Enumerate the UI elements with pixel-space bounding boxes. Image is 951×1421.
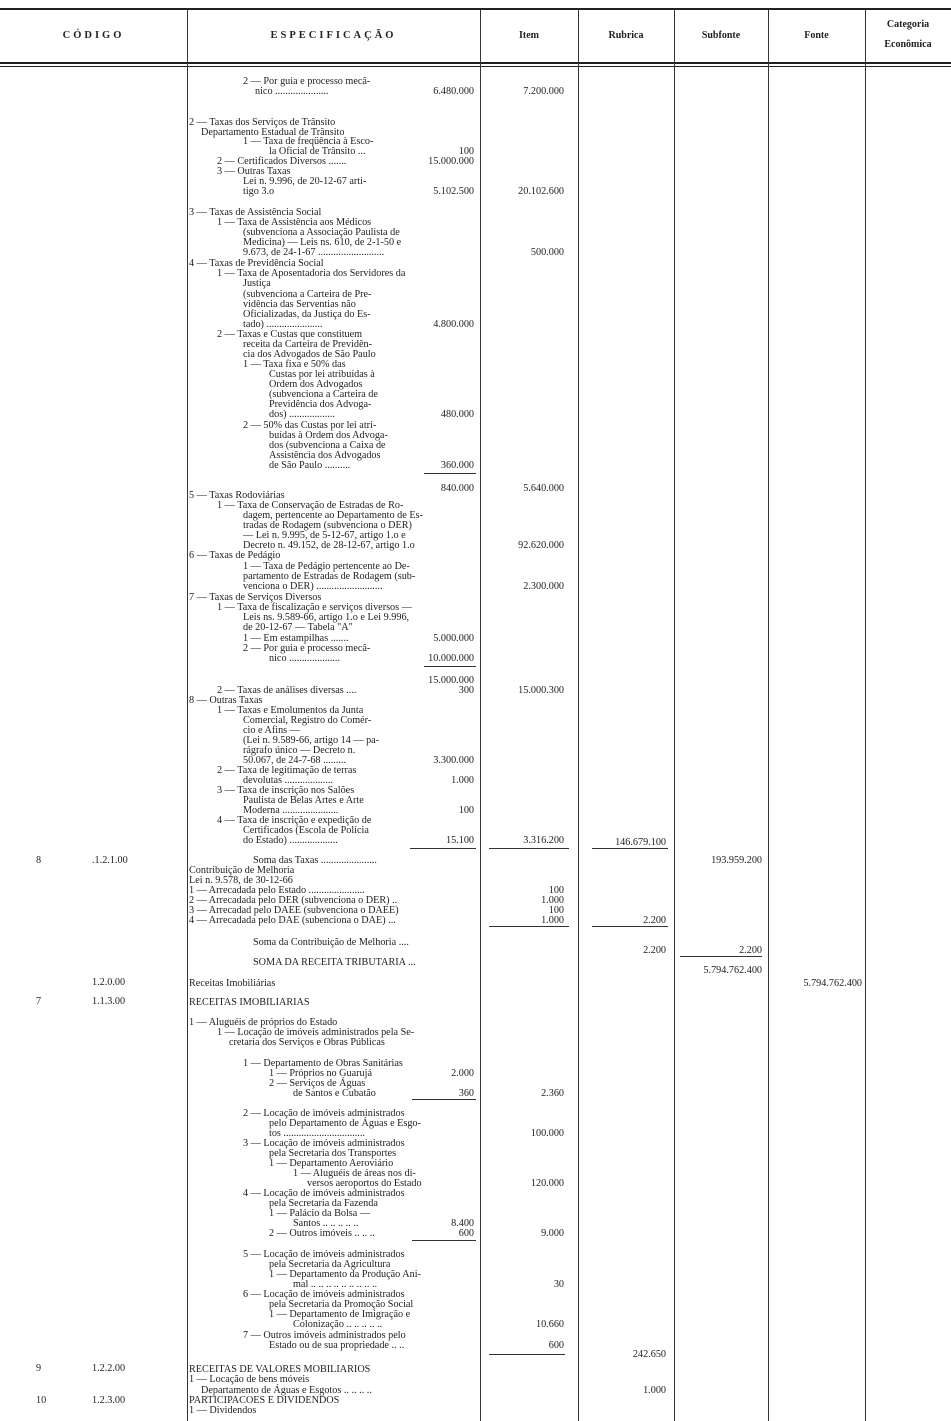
column-divider-rubrica — [674, 10, 675, 1421]
spec-line: Lei n. 9.578, de 30-12-66 — [189, 875, 293, 886]
item-value: 100 — [548, 905, 564, 916]
spec-line: Soma das Taxas ...................... — [253, 855, 377, 866]
spec-line: dagem, pertencente ao Departamento de Es- — [243, 510, 423, 521]
item-value: 600 — [548, 1340, 564, 1351]
spec-line: Contribuição de Melhoria — [189, 865, 295, 876]
spec-line: 2 — Taxas dos Serviços de Trânsito — [189, 117, 336, 128]
subfonte-value: 193.959.200 — [711, 855, 762, 866]
spec-line: Receitas Imobiliárias — [189, 978, 276, 989]
rubrica-value: 146.679.100 — [615, 837, 666, 848]
column-divider-subfonte — [768, 10, 769, 1421]
column-divider-especificacao — [480, 10, 481, 1421]
spec-line: 2 — Outros imóveis .. .. .. — [269, 1228, 375, 1239]
spec-line: 2 — Arrecadada pelo DER (subvenciona o DER) .. — [189, 895, 398, 906]
subtotal-rule — [489, 848, 569, 849]
spec-line: receita da Carteira de Previdên- — [243, 339, 372, 350]
spec-value: 600 — [458, 1228, 474, 1239]
spec-line: 3 — Taxa de inscrição nos Salões — [217, 785, 355, 796]
code-value: 1.2.3.00 — [92, 1395, 126, 1406]
item-value: 30 — [553, 1279, 564, 1290]
spec-line: versos aeroportos do Estado — [307, 1178, 422, 1189]
spec-line: 9.673, de 24-1-67 .......................... — [243, 247, 385, 258]
spec-line: 3 — Taxas de Assistência Social — [189, 207, 322, 218]
item-value: 2.360 — [541, 1088, 564, 1099]
top-rule — [0, 8, 951, 10]
spec-value: 2.000 — [451, 1068, 474, 1079]
spec-line: tradas de Rodagem (subvenciona o DER) — [243, 520, 412, 531]
spec-value: 15.000.000 — [428, 156, 474, 167]
spec-value: 360.000 — [440, 460, 474, 471]
spec-line: Justiça — [243, 278, 271, 289]
spec-line: Decreto n. 49.152, de 28-12-67, artigo 1.o — [243, 540, 415, 551]
spec-line: 2 — 50% das Custas por lei atri- — [243, 420, 377, 431]
spec-line: 1 — Departamento da Produção Ani- — [269, 1269, 421, 1280]
spec-value: 360 — [458, 1088, 474, 1099]
spec-value: 480.000 — [440, 409, 474, 420]
rubrica-value: 2.200 — [643, 915, 666, 926]
spec-line: 2 — Serviços de Águas — [269, 1078, 366, 1089]
spec-line: — Lei n. 9.995, de 5-12-67, artigo 1.o e — [243, 530, 406, 541]
spec-line: dos) .................. — [269, 409, 335, 420]
spec-line: PARTICIPACOES E DIVIDENDOS — [189, 1395, 340, 1406]
spec-line: 50.067, de 24-7-68 ......... — [243, 755, 346, 766]
spec-line: buídas à Ordem dos Advoga- — [269, 430, 388, 441]
spec-line: cia dos Advogados de São Paulo — [243, 349, 376, 360]
header-subfonte: Subfonte — [701, 30, 741, 41]
item-value: 100 — [548, 885, 564, 896]
spec-value: 100 — [458, 146, 474, 157]
subtotal-rule — [410, 848, 476, 849]
spec-value: 8.400 — [451, 1218, 474, 1229]
subtotal-rule — [592, 848, 668, 849]
spec-line: 1 — Taxa de fiscalização e serviços diversos — — [217, 602, 412, 613]
code-value: 1.1.3.00 — [92, 996, 126, 1007]
header-rule-1 — [0, 62, 951, 64]
spec-line: Santos .. .. .. .. .. — [293, 1218, 359, 1229]
item-value: 92.620.000 — [518, 540, 564, 551]
spec-line: 4 — Arrecadada pelo DAE (subenciona o DAE) ... — [189, 915, 396, 926]
column-divider-item — [578, 10, 579, 1421]
spec-line: Leis ns. 9.589-66, artigo 1.o e Lei 9.996, — [243, 612, 410, 623]
spec-line: 1 — Taxa de Conservação de Estradas de Ro- — [217, 500, 404, 511]
header-economica: Econômica — [884, 39, 932, 50]
spec-line: 2 — Por guia e processo mecâ- — [243, 76, 371, 87]
spec-line: 1 — Taxa fixa e 50% das — [243, 359, 346, 370]
spec-line: Paulista de Belas Artes e Arte — [243, 795, 364, 806]
spec-line: Estado ou de sua propriedade .. .. — [269, 1340, 405, 1351]
item-value: 7.200.000 — [523, 86, 564, 97]
rubrica-value: 1.000 — [643, 1385, 666, 1396]
spec-line: 4 — Taxas de Previdência Social — [189, 258, 324, 269]
spec-line: 3 — Outras Taxas — [217, 166, 291, 177]
spec-line: Previdência dos Advoga- — [269, 399, 372, 410]
subtotal-rule — [592, 926, 668, 927]
item-value: 1.000 — [541, 915, 564, 926]
spec-line: devolutas ................... — [243, 775, 333, 786]
spec-line: mal .. .. .. .. .. .. .. .. .. — [293, 1279, 378, 1290]
subtotal-rule — [489, 1354, 565, 1355]
header-codigo: CÓDIGO — [62, 30, 125, 41]
spec-value: 5.102.500 — [433, 186, 474, 197]
spec-line: pela Secretaria da Fazenda — [269, 1198, 378, 1209]
code-value: 1.2.0.00 — [92, 977, 126, 988]
spec-line: 1 — Locação de bens móveis — [189, 1374, 310, 1385]
spec-line: de São Paulo .......... — [269, 460, 351, 471]
header-item: Item — [519, 30, 539, 41]
spec-line: Moderna ...................... — [243, 805, 339, 816]
spec-line: RECEITAS DE VALORES MOBILIARIOS — [189, 1364, 371, 1375]
spec-line: 1 — Palácio da Bolsa — — [269, 1208, 371, 1219]
spec-line: 1 — Próprios no Guarujá — [269, 1068, 372, 1079]
spec-line: Assistência dos Advogados — [269, 450, 381, 461]
item-value: 3.316.200 — [523, 835, 564, 846]
header-categoria: Categoria — [886, 19, 930, 30]
spec-line: partamento de Estradas de Rodagem (sub- — [243, 571, 416, 582]
spec-line: 2 — Por guia e processo mecâ- — [243, 643, 371, 654]
subtotal-rule — [680, 956, 762, 957]
spec-line: tado) ...................... — [243, 319, 323, 330]
rubrica-value: 2.200 — [643, 945, 666, 956]
item-value: 120.000 — [530, 1178, 564, 1189]
header-rubrica: Rubrica — [608, 30, 644, 41]
spec-line: (Lei n. 9.589-66, artigo 14 — pa- — [243, 735, 380, 746]
spec-line: 4 — Taxa de inscrição e expedição de — [217, 815, 372, 826]
spec-line: 5 — Locação de imóveis administrados — [243, 1249, 405, 1260]
item-value: 100.000 — [530, 1128, 564, 1139]
spec-value: 300 — [458, 685, 474, 696]
spec-line: 4 — Locação de imóveis administrados — [243, 1188, 405, 1199]
header-rule-2 — [0, 66, 951, 67]
code-number: 8 — [36, 855, 42, 866]
rubrica-value: 242.650 — [632, 1349, 666, 1360]
spec-line: Certificados (Escola de Polícia — [243, 825, 369, 836]
spec-line: pela Secretaria da Promoção Social — [269, 1299, 414, 1310]
subtotal-rule — [424, 473, 476, 474]
spec-value: 840.000 — [440, 483, 474, 494]
spec-line: (subvenciona a Carteira de — [269, 389, 378, 400]
spec-line: 1 — Arrecadada pelo Estado ...................... — [189, 885, 365, 896]
subtotal-rule — [412, 1240, 476, 1241]
spec-line: pelo Departamento de Águas e Esgo- — [269, 1118, 421, 1129]
code-value: 1.2.2.00 — [92, 1363, 126, 1374]
spec-line: 3 — Arrecadad pelo DAEE (subvenciona o DAEE) — [189, 905, 399, 916]
item-value: 15.000.300 — [518, 685, 564, 696]
spec-line: dos (subvenciona a Caixa de — [269, 440, 386, 451]
spec-value: 15.100 — [445, 835, 474, 846]
spec-line: Colonização .. .. .. .. .. — [293, 1319, 383, 1330]
spec-line: SOMA DA RECEITA TRIBUTARIA ... — [253, 957, 416, 968]
spec-line: 1 — Departamento de Imigração e — [269, 1309, 411, 1320]
item-value: 9.000 — [541, 1228, 564, 1239]
code-number: 10 — [36, 1395, 47, 1406]
spec-line: RECEITAS IMOBILIARIAS — [189, 997, 310, 1008]
spec-line: de Santos e Cubatão — [293, 1088, 376, 1099]
subfonte-value: 2.200 — [739, 945, 762, 956]
spec-value: 15.000.000 — [428, 675, 474, 686]
spec-line: Departamento de Águas e Esgotos .. .. .. .. — [201, 1385, 372, 1396]
subtotal-rule — [424, 666, 476, 667]
spec-line: tos ................................ — [269, 1128, 365, 1139]
spec-line: (subvenciona a Associação Paulista de — [243, 227, 400, 238]
spec-line: 1 — Departamento Aeroviário — [269, 1158, 394, 1169]
spec-line: 1 — Dividendos — [189, 1405, 257, 1416]
spec-line: 2 — Taxas de análises diversas .... — [217, 685, 357, 696]
spec-line: 2 — Taxa de legitimação de terras — [217, 765, 357, 776]
spec-line: 5 — Taxas Rodoviárias — [189, 490, 285, 501]
spec-value: 5.000.000 — [433, 633, 474, 644]
item-value: 2.300.000 — [523, 581, 564, 592]
spec-value: 3.300.000 — [433, 755, 474, 766]
spec-line: 2 — Taxas e Custas que constituem — [217, 329, 363, 340]
spec-value: 1.000 — [451, 775, 474, 786]
spec-line: nico ..................... — [255, 86, 329, 97]
spec-line: 3 — Locação de imóveis administrados — [243, 1138, 405, 1149]
spec-line: 6 — Taxas de Pedágio — [189, 550, 281, 561]
spec-line: venciona o DER) .......................... — [243, 581, 383, 592]
spec-value: 10.000.000 — [428, 653, 474, 664]
spec-line: vidência das Serventias não — [243, 299, 356, 310]
spec-line: Departamento Estadual de Trânsito — [201, 127, 345, 138]
code-number: 9 — [36, 1363, 42, 1374]
item-value: 1.000 — [541, 895, 564, 906]
fonte-value: 5.794.762.400 — [803, 978, 862, 989]
spec-line: Ordem dos Advogados — [269, 379, 363, 390]
spec-line: do Estado) ................... — [243, 835, 338, 846]
spec-line: Lei n. 9.996, de 20-12-67 arti- — [243, 176, 367, 187]
spec-line: Medicina) — Leis ns. 610, de 2-1-50 e — [243, 237, 402, 248]
header-fonte: Fonte — [804, 30, 829, 41]
spec-line: 2 — Locação de imóveis administrados — [243, 1108, 405, 1119]
spec-line: 6 — Locação de imóveis administrados — [243, 1289, 405, 1300]
spec-line: Oficializadas, da Justiça do Es- — [243, 309, 371, 320]
item-value: 5.640.000 — [523, 483, 564, 494]
column-divider-codigo — [187, 10, 188, 1421]
code-number: 7 — [36, 996, 42, 1007]
header-especificacao: ESPECIFICAÇÃO — [270, 30, 397, 41]
column-divider-fonte — [865, 10, 866, 1421]
spec-line: la Oficial de Trânsito ... — [269, 146, 366, 157]
spec-line: rágrafo único — Decreto n. — [243, 745, 356, 756]
spec-value: 6.480.000 — [433, 86, 474, 97]
spec-line: 1 — Taxa de Pedágio pertencente ao De- — [243, 561, 410, 572]
spec-line: cretaria dos Serviços e Obras Públicas — [229, 1037, 385, 1048]
spec-line: 1 — Taxa de Aposentadoria dos Servidores da — [217, 268, 406, 279]
code-value: .1.2.1.00 — [92, 855, 128, 866]
spec-line: Comercial, Registro do Comér- — [243, 715, 372, 726]
spec-line: 1 — Taxa de Assistência aos Médicos — [217, 217, 372, 228]
spec-line: 1 — Aluguéis de áreas nos di- — [293, 1168, 416, 1179]
spec-line: 1 — Em estampilhas ....... — [243, 633, 349, 644]
spec-value: 4.800.000 — [433, 319, 474, 330]
spec-line: 1 — Taxas e Emolumentos da Junta — [217, 705, 364, 716]
item-value: 20.102.600 — [518, 186, 564, 197]
spec-line: 7 — Taxas de Serviços Diversos — [189, 592, 322, 603]
spec-line: Custas por lei atribuídas à — [269, 369, 375, 380]
spec-line: pela Secretaria dos Transportes — [269, 1148, 397, 1159]
spec-line: 7 — Outros imóveis administrados pelo — [243, 1330, 406, 1341]
spec-line: 2 — Certificados Diversos ....... — [217, 156, 347, 167]
spec-line: (subvenciona a Carteira de Pre- — [243, 289, 372, 300]
spec-line: pela Secretaria da Agricultura — [269, 1259, 391, 1270]
spec-line: 1 — Locação de imóveis administrados pela Se- — [217, 1027, 415, 1038]
item-value: 10.660 — [535, 1319, 564, 1330]
spec-line: 1 — Aluguéis de próprios do Estado — [189, 1017, 338, 1028]
spec-value: 100 — [458, 805, 474, 816]
subtotal-rule — [489, 926, 569, 927]
subfonte-value: 5.794.762.400 — [703, 965, 762, 976]
spec-line: Soma da Contribuição de Melhoria .... — [253, 937, 409, 948]
spec-line: 1 — Taxa de freqüência à Esco- — [243, 136, 374, 147]
spec-line: de 20-12-67 — Tabela "A" — [243, 622, 353, 633]
spec-line: 8 — Outras Taxas — [189, 695, 263, 706]
spec-line: cio e Afins — — [243, 725, 300, 736]
spec-line: 1 — Departamento de Obras Sanitárias — [243, 1058, 403, 1069]
item-value: 500.000 — [530, 247, 564, 258]
spec-line: tigo 3.o — [243, 186, 275, 197]
spec-line: nico .................... — [269, 653, 341, 664]
